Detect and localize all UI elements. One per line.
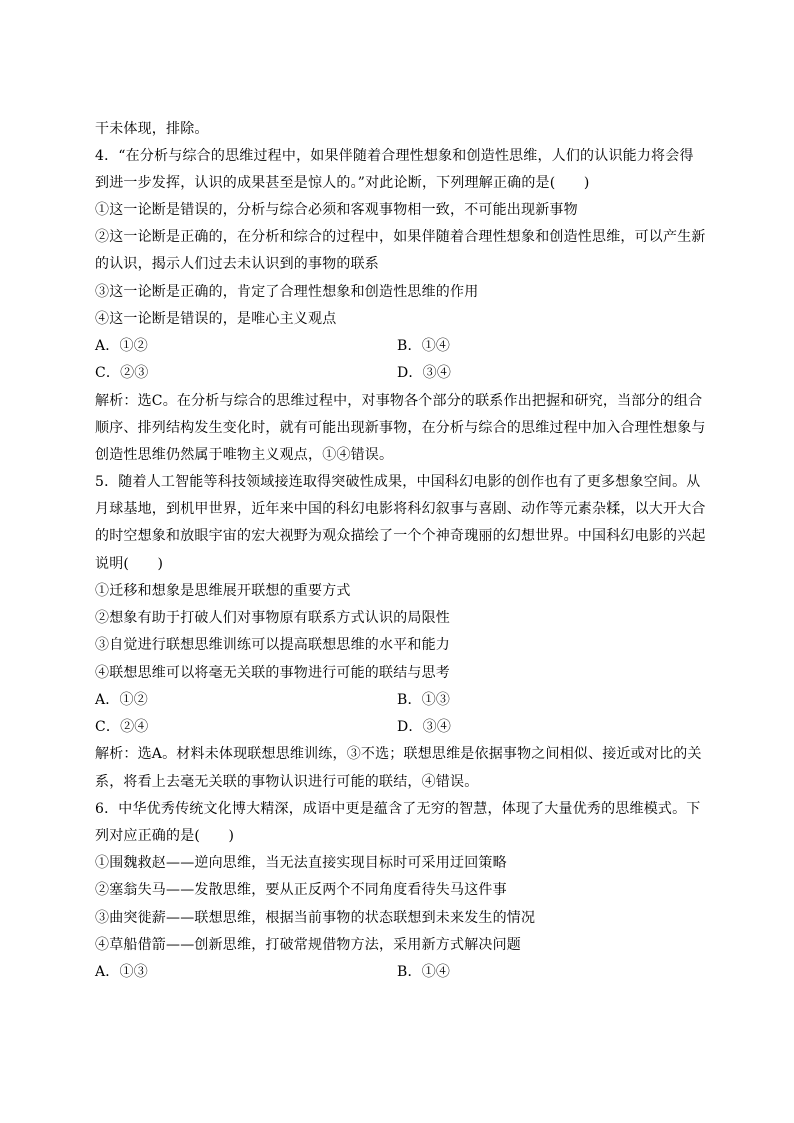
question-4-option-b: B．①④ — [397, 338, 451, 354]
question-4-option-a: A．①② — [95, 338, 148, 354]
question-5-analysis-line-2: 系，将看上去毫无关联的事物认识进行可能的联结，④错误。 — [95, 774, 479, 790]
text-line: 干未体现，排除。 — [95, 121, 209, 137]
question-4-stem-line-1: 4．“在分析与综合的思维过程中，如果伴随着合理性想象和创造性思维，人们的认识能力将会得 — [95, 148, 694, 164]
question-5-stem-line-1: 5．随着人工智能等科技领域接连取得突破性成果，中国科幻电影的创作也有了更多想象空间。从 — [95, 474, 701, 490]
question-6-stem-line-2: 列对应正确的是( ) — [95, 828, 235, 844]
question-5-stem-line-4: 说明( ) — [95, 556, 164, 572]
question-5-option-d: D．③④ — [397, 719, 452, 735]
question-4-item-2-line-1: ②这一论断是正确的，在分析和综合的过程中，如果伴随着合理性想象和创造性思维，可以产生新 — [95, 229, 706, 245]
question-4-stem-line-2: 到进一步发挥，认识的成果甚至是惊人的。”对此论断，下列理解正确的是( ) — [95, 175, 590, 191]
question-5-analysis-line-1: 解析：选A。材料未体现联想思维训练，③不选；联想思维是依据事物之间相似、接近或对比的关 — [95, 746, 702, 762]
question-5-item-1: ①迁移和想象是思维展开联想的重要方式 — [95, 583, 351, 599]
question-6-option-a: A．①③ — [95, 964, 148, 980]
question-5-item-2: ②想象有助于打破人们对事物原有联系方式认识的局限性 — [95, 610, 450, 626]
question-5-option-b: B．①③ — [397, 692, 451, 708]
question-4-option-d: D．③④ — [397, 365, 452, 381]
question-4-item-3: ③这一论断是正确的，肯定了合理性想象和创造性思维的作用 — [95, 284, 479, 300]
question-4-analysis-line-2: 顺序、排列结构发生变化时，就有可能出现新事物，在分析与综合的思维过程中加入合理性想象与 — [95, 420, 706, 436]
question-4-option-c: C．②③ — [95, 365, 149, 381]
question-4-analysis-line-3: 创造性思维仍然属于唯物主义观点，①④错误。 — [95, 447, 394, 463]
question-4-item-1: ①这一论断是错误的，分析与综合必须和客观事物相一致，不可能出现新事物 — [95, 202, 578, 218]
question-5-stem-line-3: 的时空想象和放眼宇宙的宏大视野为观众描绘了一个个神奇瑰丽的幻想世界。中国科幻电影的兴起 — [95, 528, 706, 544]
question-6-item-3: ③曲突徙薪——联想思维，根据当前事物的状态联想到未来发生的情况 — [95, 910, 536, 926]
question-6-item-4: ④草船借箭——创新思维，打破常规借物方法，采用新方式解决问题 — [95, 937, 521, 953]
question-5-item-3: ③自觉进行联想思维训练可以提高联想思维的水平和能力 — [95, 637, 450, 653]
question-6-item-2: ②塞翁失马——发散思维，要从正反两个不同角度看待失马这件事 — [95, 882, 507, 898]
question-4-item-2-line-2: 的认识，揭示人们过去未认识到的事物的联系 — [95, 256, 379, 272]
question-5-option-c: C．②④ — [95, 719, 149, 735]
question-5-stem-line-2: 月球基地，到机甲世界，近年来中国的科幻电影将科幻叙事与喜剧、动作等元素杂糅，以大开大合 — [95, 501, 706, 517]
question-4-analysis-line-1: 解析：选C。在分析与综合的思维过程中，对事物各个部分的联系作出把握和研究，当部分的组合 — [95, 393, 703, 409]
question-5-option-a: A．①② — [95, 692, 148, 708]
question-4-item-4: ④这一论断是错误的，是唯心主义观点 — [95, 311, 337, 327]
question-6-option-b: B．①④ — [397, 964, 451, 980]
question-6-stem-line-1: 6．中华优秀传统文化博大精深，成语中更是蕴含了无穷的智慧，体现了大量优秀的思维模式。下 — [95, 801, 701, 817]
question-5-item-4: ④联想思维可以将毫无关联的事物进行可能的联结与思考 — [95, 665, 450, 681]
question-6-item-1: ①围魏救赵——逆向思维，当无法直接实现目标时可采用迂回策略 — [95, 855, 507, 871]
